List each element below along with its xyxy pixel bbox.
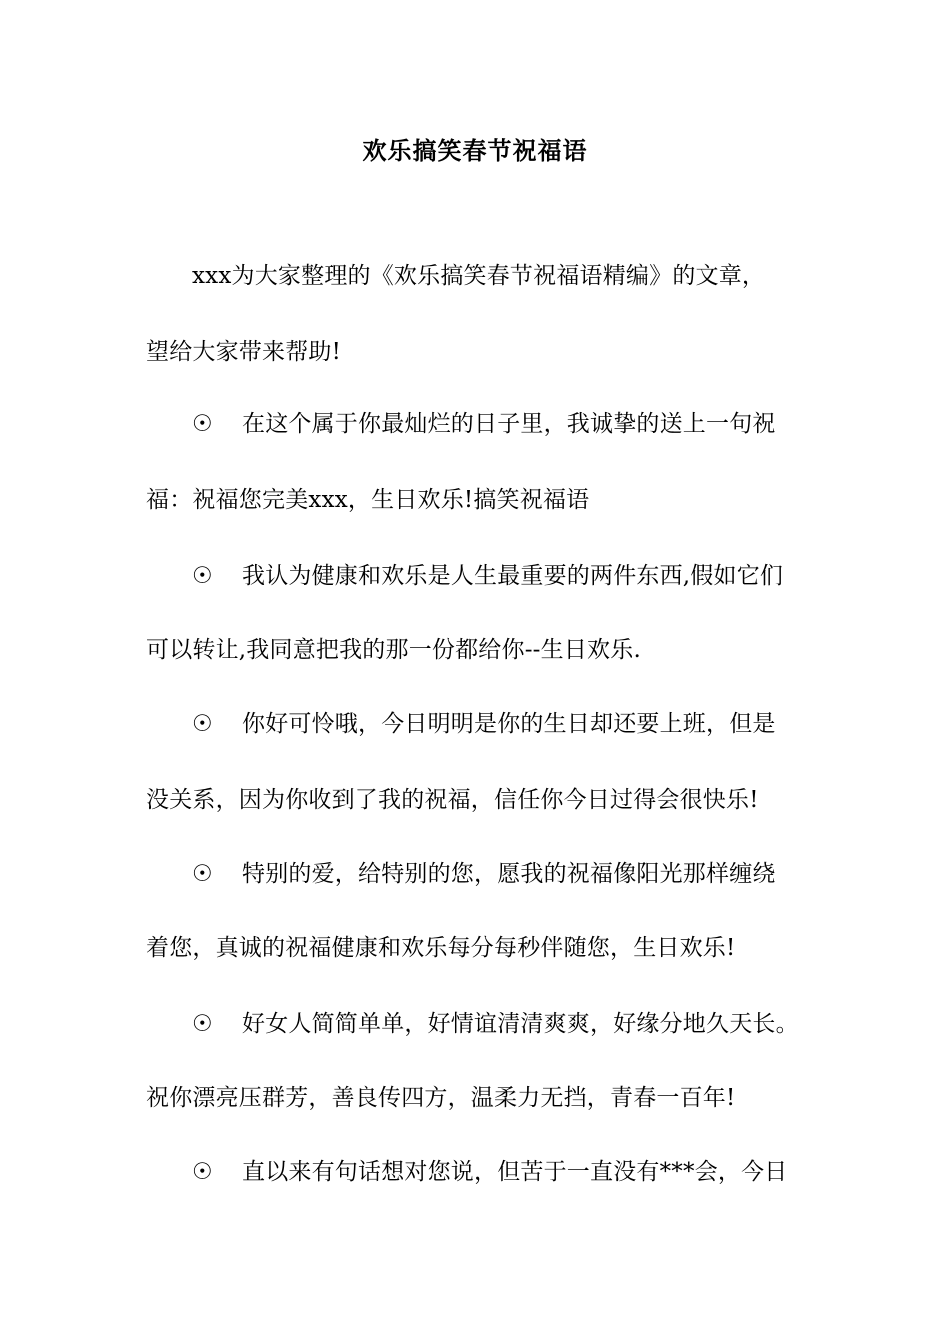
- list-item-text: 直以来有句话想对您说，但苦于一直没有***会，今日: [242, 1159, 788, 1185]
- list-item-text: 特别的爱，给特别的您，愿我的祝福像阳光那样缠绕: [242, 861, 776, 887]
- intro-line-2: 望给大家带来帮助!: [146, 339, 342, 365]
- list-item-continuation: 祝你漂亮压群芳，善良传四方，温柔力无挡，青春一百年!: [146, 1085, 736, 1111]
- list-item: [192, 1156, 788, 1188]
- list-item-text: 在这个属于你最灿烂的日子里，我诚挚的送上一句祝: [242, 411, 776, 437]
- list-item: [192, 560, 783, 592]
- bullet-icon: ☉: [192, 411, 213, 437]
- list-item: [192, 408, 776, 440]
- list-item-continuation: 着您，真诚的祝福健康和欢乐每分每秒伴随您，生日欢乐!: [146, 935, 736, 961]
- list-item-text: 我认为健康和欢乐是人生最重要的两件东西,假如它们: [242, 563, 784, 589]
- list-item: [192, 1008, 799, 1040]
- list-item-continuation: 福：祝福您完美xxx，生日欢乐!搞笑祝福语: [146, 487, 590, 513]
- list-item-text: 好女人简简单单，好情谊清清爽爽，好缘分地久天长。: [242, 1011, 799, 1037]
- list-item: [192, 858, 776, 890]
- bullet-icon: ☉: [192, 1011, 213, 1037]
- list-item-continuation: 可以转让,我同意把我的那一份都给你--生日欢乐.: [146, 637, 641, 663]
- list-item: [192, 708, 776, 740]
- bullet-icon: ☉: [192, 1159, 213, 1185]
- bullet-icon: ☉: [192, 861, 213, 887]
- bullet-icon: ☉: [192, 563, 213, 589]
- list-item-text: 你好可怜哦，今日明明是你的生日却还要上班，但是: [242, 711, 776, 737]
- bullet-icon: ☉: [192, 711, 213, 737]
- list-item-continuation: 没关系，因为你收到了我的祝福，信任你今日过得会很快乐!: [146, 787, 759, 813]
- intro-line-1: xxx为大家整理的《欢乐搞笑春节祝福语精编》的文章，: [192, 263, 766, 289]
- document-title: 欢乐搞笑春节祝福语: [362, 136, 588, 165]
